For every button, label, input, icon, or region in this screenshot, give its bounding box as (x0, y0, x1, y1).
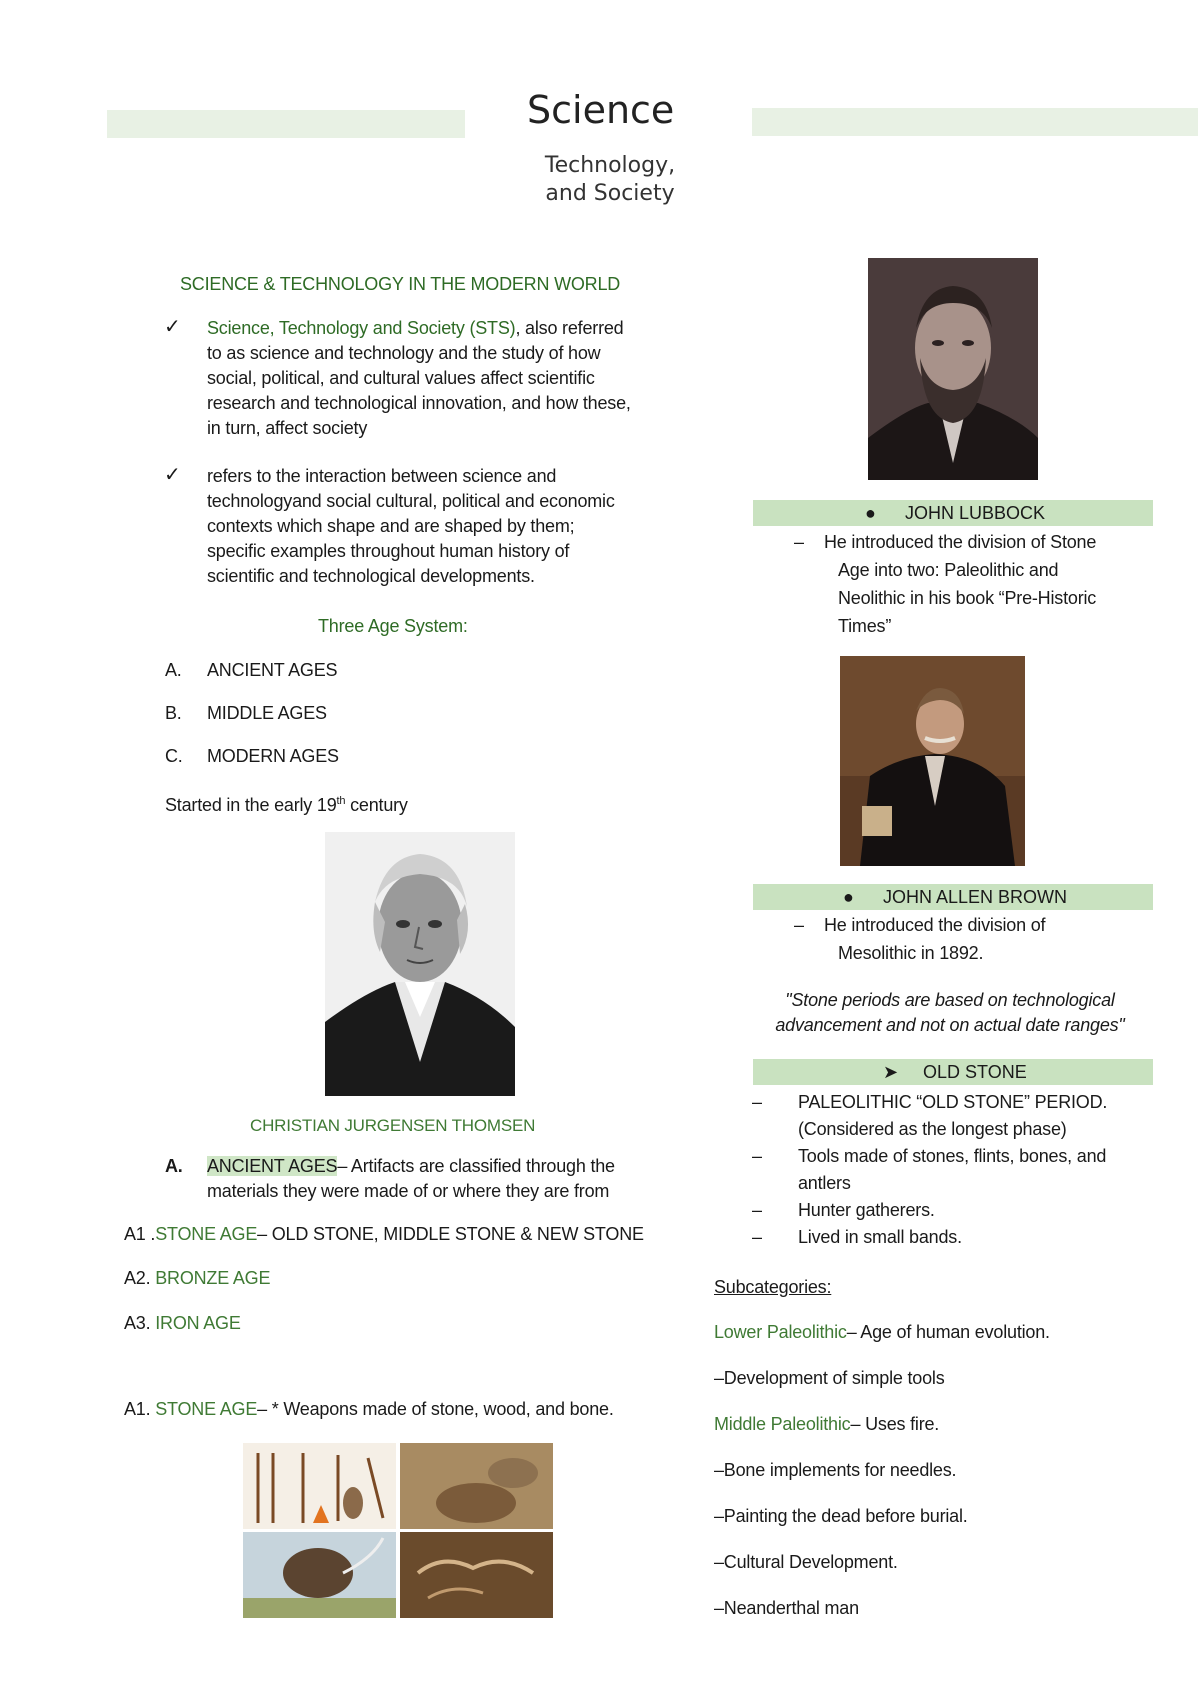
list-item (752, 1198, 1152, 1223)
middle-paleolithic (714, 1412, 939, 1437)
interaction-line-0: refers to the interaction between science and (207, 466, 557, 486)
sts-line-2: social, political, and cultural values affect scientific (207, 368, 595, 388)
a3-iron-age (124, 1311, 241, 1336)
bullet-interaction (207, 464, 687, 589)
old-stone-item-0b: (Considered as the longest phase) (798, 1119, 1067, 1139)
started-text (165, 789, 408, 818)
ancient-line2: materials they were made of or where they are from (207, 1181, 610, 1201)
collage-image (243, 1443, 553, 1618)
lower-paleolithic (714, 1320, 1050, 1345)
portrait-image (325, 832, 515, 1096)
lubbock-line-3: Times” (838, 616, 892, 636)
subtitle-line-1: Technology, (544, 153, 676, 178)
list-item (752, 1225, 1152, 1250)
subtitle-line-2: and Society (545, 181, 675, 206)
dash-bullet: – (794, 915, 804, 935)
checkmark-icon: ✓ (164, 316, 181, 338)
interaction-line-3: specific examples throughout human history of (207, 541, 570, 561)
bone-implements: –Bone implements for needles. (714, 1460, 957, 1480)
age-item-c (165, 744, 339, 769)
old-stone-header (753, 1059, 1153, 1085)
lubbock-header (753, 500, 1153, 526)
bullet-sts (207, 316, 687, 441)
lower-rest: – Age of human evolution. (846, 1322, 1050, 1342)
interaction-line-2: contexts which shape and are shaped by them; (207, 516, 575, 536)
page-subtitle (520, 152, 700, 208)
stone-period-quote (740, 988, 1160, 1038)
brown-portrait (840, 656, 1025, 866)
a2-bronze-age (124, 1266, 270, 1291)
dash-bullet: – (752, 1092, 762, 1112)
bullet-icon: ● (865, 503, 876, 523)
simple-tools: –Development of simple tools (714, 1368, 945, 1388)
thomsen-portrait (325, 832, 515, 1096)
page-title: Science (527, 88, 675, 132)
a1-rest: – OLD STONE, MIDDLE STONE & NEW STONE (257, 1224, 644, 1244)
subcategories-label: Subcategories: (714, 1277, 832, 1297)
dash-bullet: – (752, 1227, 762, 1247)
started-post: century (345, 795, 408, 815)
age-item-a (165, 658, 337, 683)
age-label: ANCIENT AGES (207, 660, 338, 680)
middle-label: Middle Paleolithic (714, 1414, 851, 1434)
bullet-icon: ● (843, 887, 854, 907)
dash-bullet: – (752, 1146, 762, 1166)
lubbock-description (794, 530, 1154, 639)
sts-line-0: , also referred (515, 318, 624, 338)
sts-line-1: to as science and technology and the study of how (207, 343, 601, 363)
ancient-ages-item (165, 1154, 685, 1204)
arrow-bullet-icon: ➤ (883, 1062, 899, 1082)
portrait-image (868, 258, 1038, 480)
section-heading: SCIENCE & TECHNOLOGY IN THE MODERN WORLD (180, 274, 621, 294)
old-stone-item-3: Lived in small bands. (798, 1227, 962, 1247)
sts-line-4: in turn, affect society (207, 418, 368, 438)
brown-name: JOHN ALLEN BROWN (883, 887, 1068, 907)
brown-header (753, 884, 1153, 910)
interaction-line-4: scientific and technological developments. (207, 566, 535, 586)
dash-bullet: – (752, 1200, 762, 1220)
brown-description (794, 913, 1154, 966)
title-band-right (752, 108, 1198, 136)
lubbock-name: JOHN LUBBOCK (905, 503, 1046, 523)
a1b-prefix: A1. (124, 1399, 156, 1419)
old-stone-name: OLD STONE (923, 1062, 1027, 1082)
old-stone-item-1a: Tools made of stones, flints, bones, and (798, 1146, 1107, 1166)
interaction-line-1: technologyand social cultural, political and economic (207, 491, 615, 511)
age-marker: C. (165, 746, 183, 766)
started-sup: th (336, 795, 346, 807)
checkmark-icon: ✓ (164, 464, 181, 486)
old-stone-item-0a: PALEOLITHIC “OLD STONE” PERIOD. (798, 1092, 1108, 1112)
cultural-development: –Cultural Development. (714, 1552, 898, 1572)
title-band-left (107, 110, 465, 138)
a1b-label: STONE AGE (155, 1399, 258, 1419)
age-marker: B. (165, 703, 182, 723)
a3-label: IRON AGE (155, 1313, 241, 1333)
age-marker: A. (165, 660, 182, 680)
age-label: MODERN AGES (207, 746, 339, 766)
sts-line-3: research and technological innovation, and how these, (207, 393, 631, 413)
quote-line-1: "Stone periods are based on technological (785, 990, 1115, 1010)
started-pre: Started in the early 19 (165, 795, 337, 815)
a3-prefix: A3. (124, 1313, 156, 1333)
age-label: MIDDLE AGES (207, 703, 327, 723)
ancient-marker: A. (165, 1156, 183, 1176)
a1-label: STONE AGE (155, 1224, 258, 1244)
three-age-heading: Three Age System: (318, 616, 468, 636)
lubbock-portrait (868, 258, 1038, 480)
thomsen-caption: CHRISTIAN JURGENSEN THOMSEN (250, 1116, 536, 1135)
age-item-b (165, 701, 327, 726)
lower-label: Lower Paleolithic (714, 1322, 847, 1342)
dash-bullet: – (794, 532, 804, 552)
list-item (752, 1090, 1152, 1142)
lubbock-line-1: Age into two: Paleolithic and (838, 560, 1059, 580)
stone-age-collage (243, 1443, 553, 1618)
quote-line-2: advancement and not on actual date ranges" (775, 1015, 1125, 1035)
a1-stone-age (124, 1222, 644, 1247)
lubbock-line-2: Neolithic in his book “Pre-Historic (838, 588, 1097, 608)
list-item (752, 1144, 1152, 1196)
middle-rest: – Uses fire. (850, 1414, 940, 1434)
a1b-rest: – * Weapons made of stone, wood, and bone. (257, 1399, 614, 1419)
old-stone-item-1b: antlers (798, 1173, 851, 1193)
a2-label: BRONZE AGE (155, 1268, 271, 1288)
neanderthal-man: –Neanderthal man (714, 1598, 859, 1618)
a1-prefix: A1 . (124, 1224, 156, 1244)
brown-line-0: He introduced the division of (824, 915, 1046, 935)
lubbock-line-0: He introduced the division of Stone (824, 532, 1097, 552)
ancient-rest: – Artifacts are classified through the (337, 1156, 615, 1176)
a2-prefix: A2. (124, 1268, 156, 1288)
old-stone-item-2: Hunter gatherers. (798, 1200, 935, 1220)
brown-line-1: Mesolithic in 1892. (838, 943, 984, 963)
ancient-highlight: ANCIENT AGES (207, 1156, 338, 1176)
painting-dead: –Painting the dead before burial. (714, 1506, 968, 1526)
old-stone-list (752, 1090, 1152, 1250)
a1-weapons (124, 1397, 614, 1422)
portrait-image (840, 656, 1025, 866)
sts-highlight: Science, Technology and Society (STS) (207, 318, 516, 338)
